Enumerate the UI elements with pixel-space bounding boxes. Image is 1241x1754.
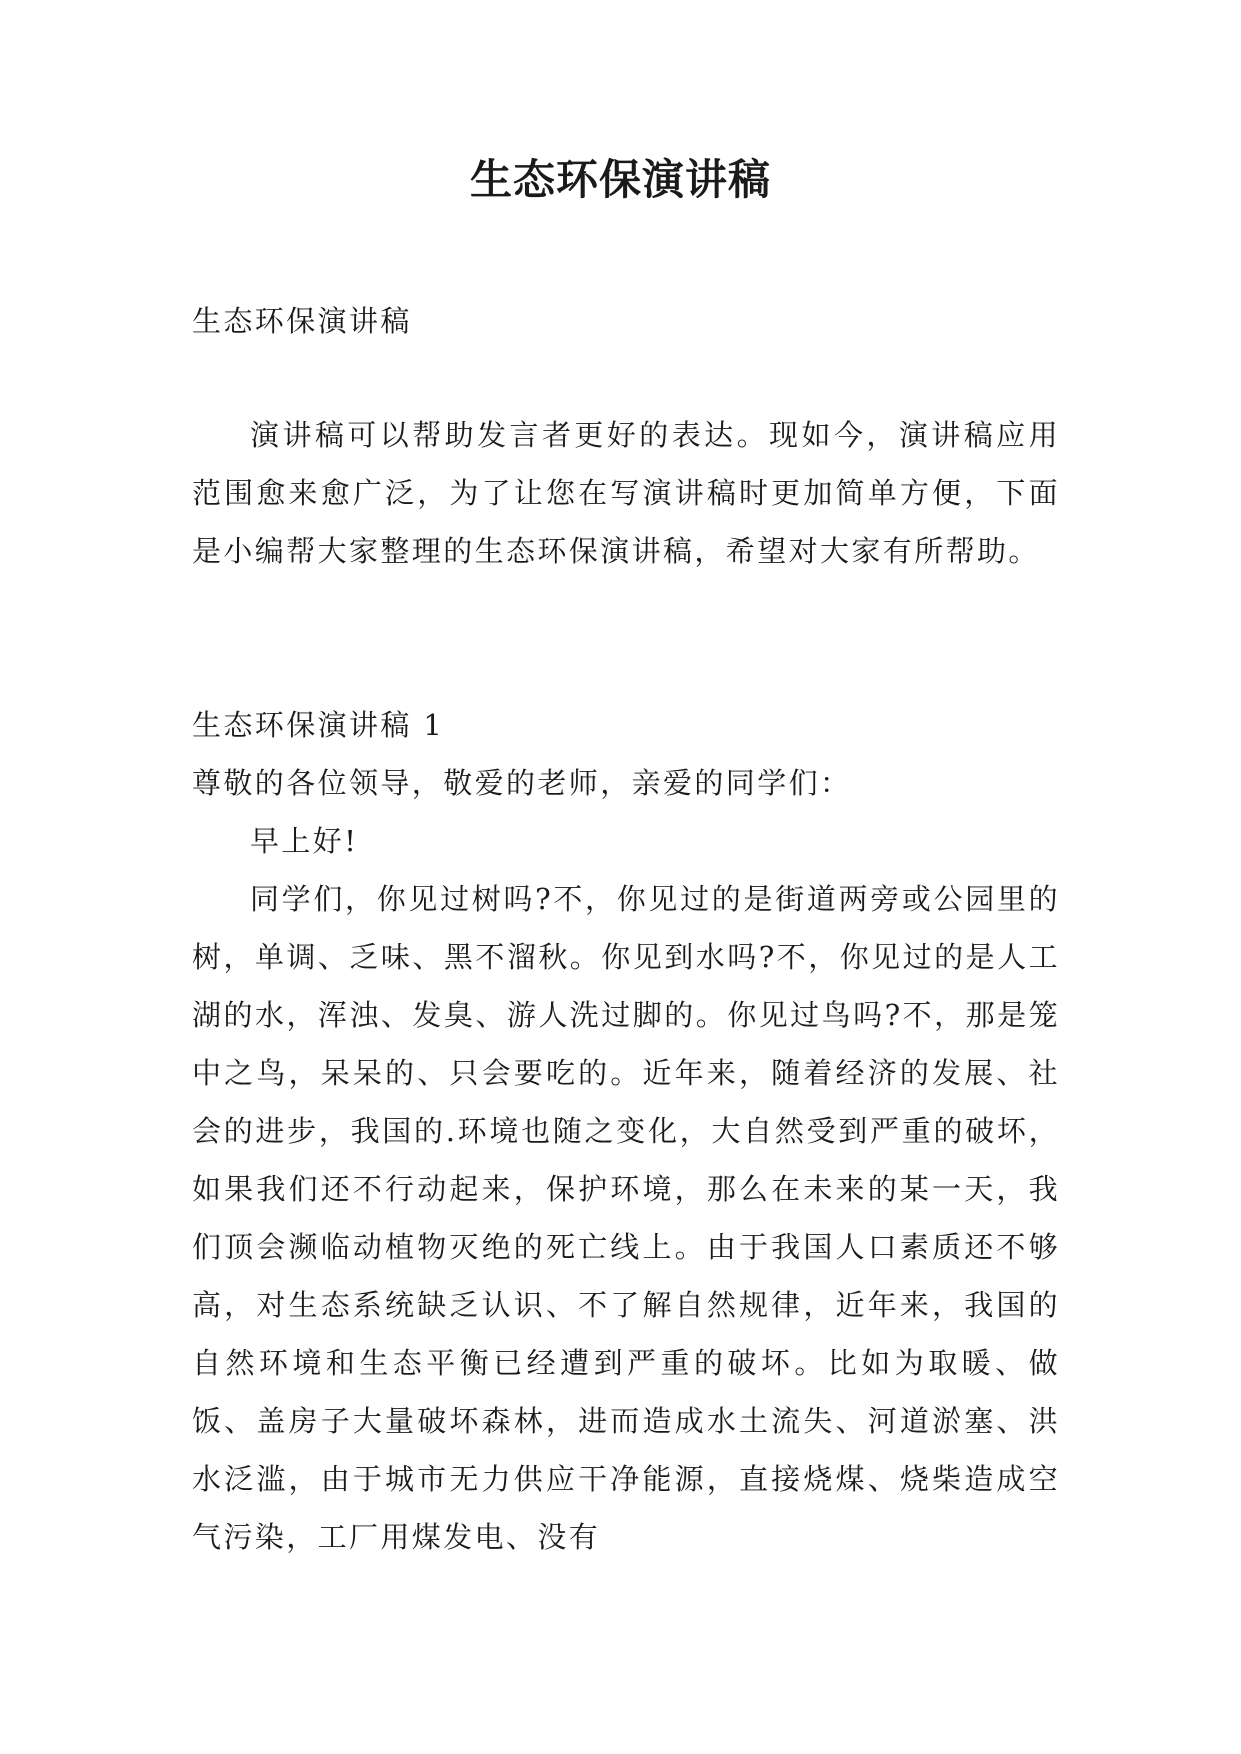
intro-paragraph: 演讲稿可以帮助发言者更好的表达。现如今，演讲稿应用范围愈来愈广泛，为了让您在写演讲稿时更加简单方便，下面是小编帮大家整理的生态环保演讲稿，希望对大家有所帮助。 bbox=[192, 418, 1060, 568]
salutation-line: 尊敬的各位领导，敬爱的老师，亲爱的同学们： bbox=[192, 766, 852, 800]
document-subtitle: 生态环保演讲稿 bbox=[192, 304, 412, 338]
document-title: 生态环保演讲稿 bbox=[469, 155, 771, 204]
greeting-line: 早上好! bbox=[250, 824, 359, 858]
section-heading: 生态环保演讲稿 1 bbox=[192, 708, 445, 742]
speech-paragraph: 同学们，你见过树吗?不，你见过的是街道两旁或公园里的树，单调、乏味、黑不溜秋。你见到水吗?不，你见过的是人工湖的水，浑浊、发臭、游人洗过脚的。你见过鸟吗?不，那是笼中之鸟，呆呆的、只会要吃的。近年来，随着经济的发展、社会的进步，我国的.环境也随之变化，大自然受到严重的破坏，如果我们还不行动起来，保护环境，那么在未来的某一天，我们顶会濒临动植物灭绝的死亡线上。由于我国人口素质还不够高，对生态系统缺乏认识、不了解自然规律，近年来，我国的自然环境和生态平衡已经遭到严重的破坏。比如为取暖、做饭、盖房子大量破坏森林，进而造成水土流失、河道淤塞、洪水泛滥，由于城市无力供应干净能源，直接烧煤、烧柴造成空气污染，工厂用煤发电、没有 bbox=[192, 882, 1060, 1554]
